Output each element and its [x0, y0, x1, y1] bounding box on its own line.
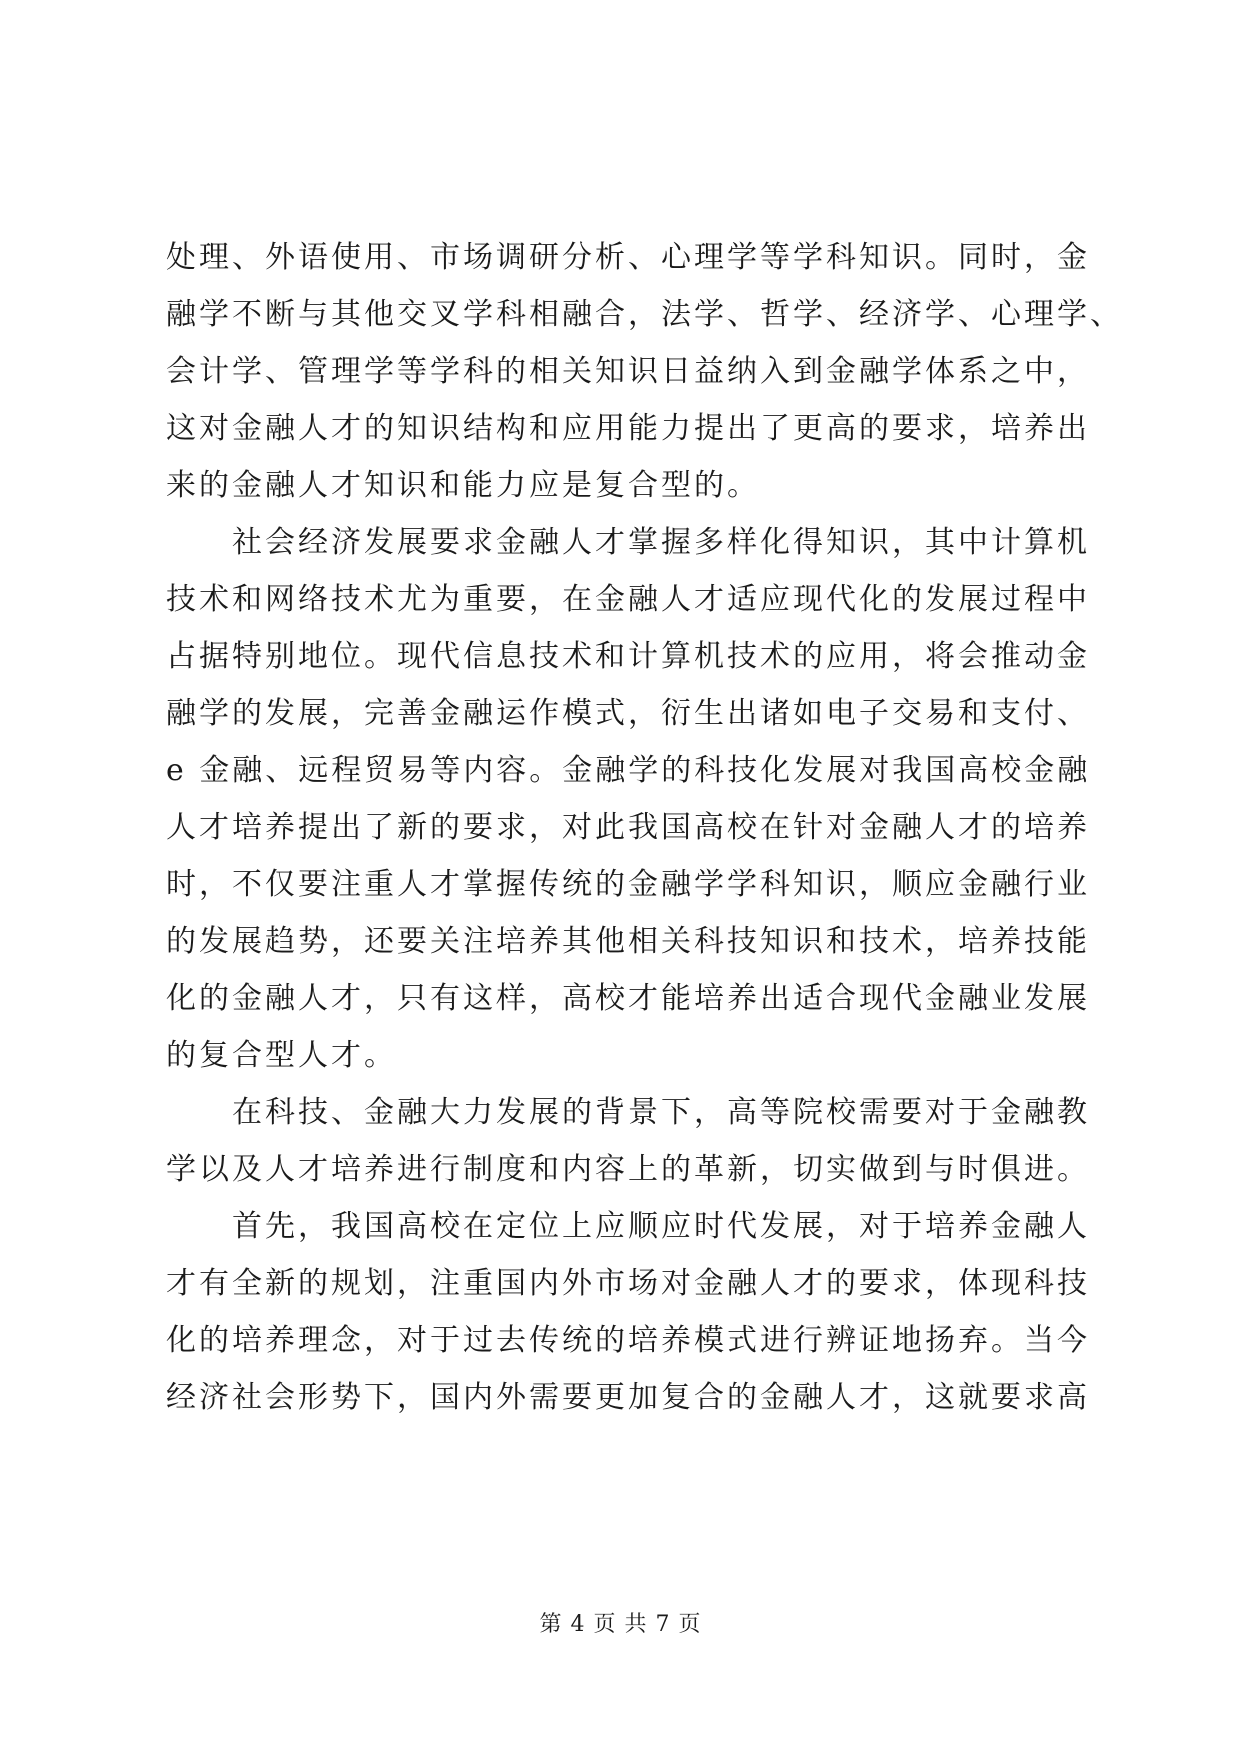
- paragraph-4: [166, 1198, 1090, 1426]
- body-text: [166, 229, 1123, 1426]
- text-line: 处理、外语使用、市场调研分析、心理学等学科知识。同时，金: [166, 240, 1090, 275]
- text-line: 这对金融人才的知识结构和应用能力提出了更高的要求，培养出: [166, 411, 1090, 446]
- text-line: 会计学、管理学等学科的相关知识日益纳入到金融学体系之中，: [166, 354, 1090, 389]
- text-line: 首先，我国高校在定位上应顺应时代发展，对于培养金融人: [232, 1209, 1090, 1244]
- text-line: 技术和网络技术尤为重要，在金融人才适应现代化的发展过程中: [166, 582, 1090, 617]
- text-line: 在科技、金融大力发展的背景下，高等院校需要对于金融教: [232, 1095, 1090, 1130]
- page-footer: [0, 1607, 1241, 1638]
- text-line: 人才培养提出了新的要求，对此我国高校在针对金融人才的培养: [166, 810, 1090, 845]
- page-number-label: 第 4 页 共 7 页: [539, 1612, 702, 1637]
- text-line: 经济社会形势下，国内外需要更加复合的金融人才，这就要求高: [166, 1380, 1090, 1415]
- paragraph-3: [166, 1084, 1090, 1198]
- paragraph-1: [166, 229, 1123, 514]
- text-line: e 金融、远程贸易等内容。金融学的科技化发展对我国高校金融: [166, 753, 1091, 788]
- text-line: 融学不断与其他交叉学科相融合，法学、哲学、经济学、心理学、: [166, 297, 1123, 332]
- text-line: 化的培养理念，对于过去传统的培养模式进行辨证地扬弃。当今: [166, 1323, 1090, 1358]
- text-line: 来的金融人才知识和能力应是复合型的。: [166, 468, 760, 503]
- paragraph-2: [166, 514, 1091, 1084]
- text-line: 时，不仅要注重人才掌握传统的金融学学科知识，顺应金融行业: [166, 867, 1090, 902]
- text-line: 融学的发展，完善金融运作模式，衍生出诸如电子交易和支付、: [166, 696, 1090, 731]
- text-line: 才有全新的规划，注重国内外市场对金融人才的要求，体现科技: [166, 1266, 1090, 1301]
- text-line: 的复合型人才。: [166, 1038, 397, 1073]
- text-line: 学以及人才培养进行制度和内容上的革新，切实做到与时俱进。: [166, 1152, 1090, 1187]
- text-line: 的发展趋势，还要关注培养其他相关科技知识和技术，培养技能: [166, 924, 1090, 959]
- text-line: 占据特别地位。现代信息技术和计算机技术的应用，将会推动金: [166, 639, 1090, 674]
- text-line: 化的金融人才，只有这样，高校才能培养出适合现代金融业发展: [166, 981, 1090, 1016]
- text-line: 社会经济发展要求金融人才掌握多样化得知识，其中计算机: [232, 525, 1090, 560]
